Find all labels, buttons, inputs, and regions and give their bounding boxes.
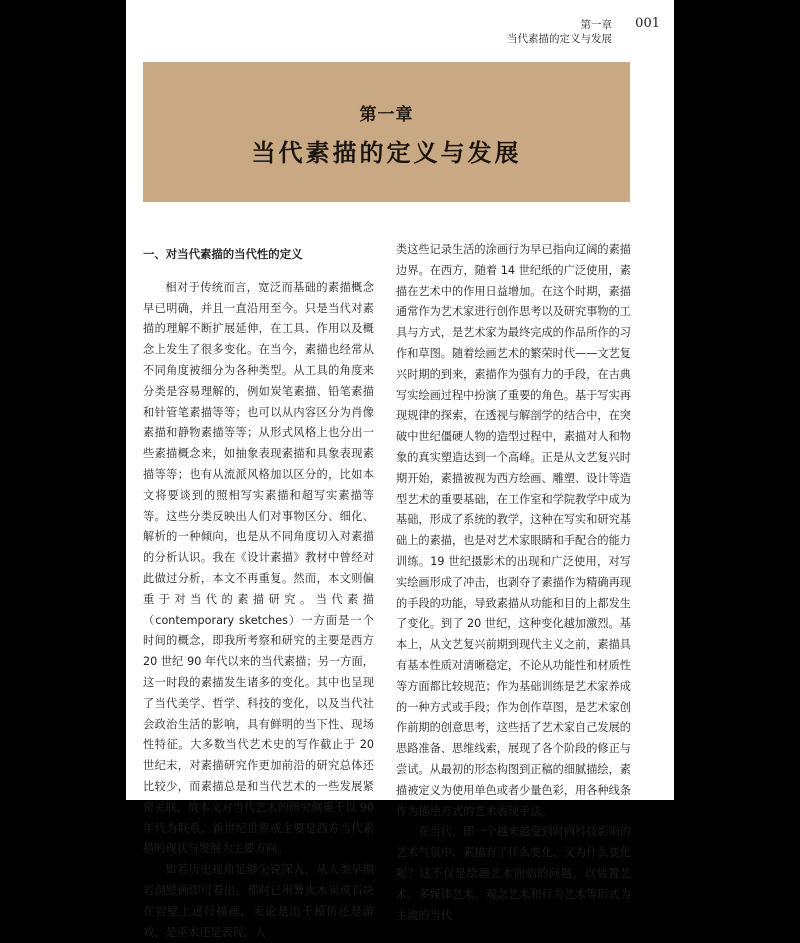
body-paragraph-continued: 类这些记录生活的涂画行为早已指向辽阔的素描边界。在西方，随着 14 世纪纸的广泛使用，素描在艺术中的作用日益增加。在这个时期，素描通常作为艺术家进行创作思考以及研究事物的工具与方式，是艺术家为最终完成的作品所作的习作和草图。随着绘画艺术的繁荣时代——文艺复兴时期的到来，素描作为强有力的手段，在古典写实绘画过程中扮演了重要的角色。基于写实再现规律的探索，在透视与解剖学的结合中，在突破中世纪僵硬人物的造型过程中，素描对人和物象的真实塑造达到一个高峰。正是从文艺复兴时期开始，素描被视为西方绘画、雕塑、设计等造型艺术的重要基础，在工作室和学院教学中成为基础，形成了系统的教学，这种在写实和研究基础上的素描，也是对艺术家眼睛和手配合的能力训练。19 世纪摄影术的出现和广泛使用，对写实绘画形成了冲击，也剥夺了素描作为精确再现的手段的功能，导致素描从功能和目的上都发生了变化。到了 20 世纪，这种变化越加激烈。基本上，从文艺复兴前期到现代主义之前，素描具有基本性质对清晰稳定，不论从功能性和材质性等方面都比较规范；作为基础训练是艺术家养成的一种方式或手段；作为创作草图，是艺术家创作前期的创意思考，这些括了艺术家自己发展的思路准备、思维线索，展现了各个阶段的修正与尝试。从最初的形态构图到正稿的细腻描绘，素描被定义为使用单色或者少量色彩，用各种线条作为描绘方式的艺术表现手法。 <box>396 243 631 818</box>
body-paragraph: 在当代，即一个越来越受到时尚科技影响的艺术气氛中，素描有了什么变化，又为什么变化呢？这不仅是绘画艺术面临的问题，以装置艺术、多媒体艺术、观念艺术和行为艺术等形式为主流的当代 <box>396 825 631 922</box>
section-heading: 一、对当代素描的当代性的定义 <box>143 247 303 261</box>
running-head <box>507 18 612 46</box>
chapter-label: 第一章 <box>359 105 414 125</box>
body-paragraph: 如若历史视角足够尖锐深入，从人类早期岩洞壁画即可看出，那时已用篝火木炭或石块在岩壁上进行描画，无论是出于模仿还是游戏，是巫术还是表现，人 <box>143 863 374 939</box>
body-paragraph: 相对于传统而言，宽泛而基础的素描概念早已明确，并且一直沿用至今。只是当代对素描的理解不断扩展延伸，在工具、作用以及概念上发生了很多变化。在当今，素描也经常从不同角度被细分为各种类型。从工具的角度来分类是容易理解的，例如炭笔素描、铅笔素描和针管笔素描等等；也可以从内容区分为肖像素描和静物素描等等；从形式风格上也分出一些素描概念来，如抽象表现素描和具象表现素描等等；也有从流派风格加以区分的，比如本文将要谈到的照相写实素描和超写实素描等等。这些分类反映出人们对事物区分、细化、解析的一种倾向，也是从不同角度切入对素描的分析认识。我在《设计素描》教材中曾经对此做过分析，本文不再重复。然而，本文则偏重于对当代的素描研究。当代素描（contemporary sketches）一方面是一个时间的概念，即我所考察和研究的主要是西方 20 世纪 90 年代以来的当代素描；另一方面，这一时段的素描发生诸多的变化。其中也呈现了当代美学、哲学、科技的变化，以及当代社会政治生活的影响，具有鲜明的当下性、现场性特征。大多数当代艺术史的写作截止于 20 世纪末，对素描研究作更加前沿的研究总体还比较少，而素描总是和当代艺术的一些发展紧密关联，故本文对当代艺术的研究侧重于以 90 年代为联系，新世纪世界或主要是西方当代素描的现状与发展为主要方向。 <box>143 280 374 856</box>
right-column <box>396 240 631 926</box>
left-column <box>143 240 374 943</box>
running-head-title: 当代素描的定义与发展 <box>507 33 612 45</box>
chapter-title: 当代素描的定义与发展 <box>251 139 522 167</box>
running-head-chapter: 第一章 <box>580 19 612 31</box>
chapter-banner <box>143 62 630 202</box>
book-page <box>126 0 674 939</box>
page-number: 001 <box>635 16 660 31</box>
